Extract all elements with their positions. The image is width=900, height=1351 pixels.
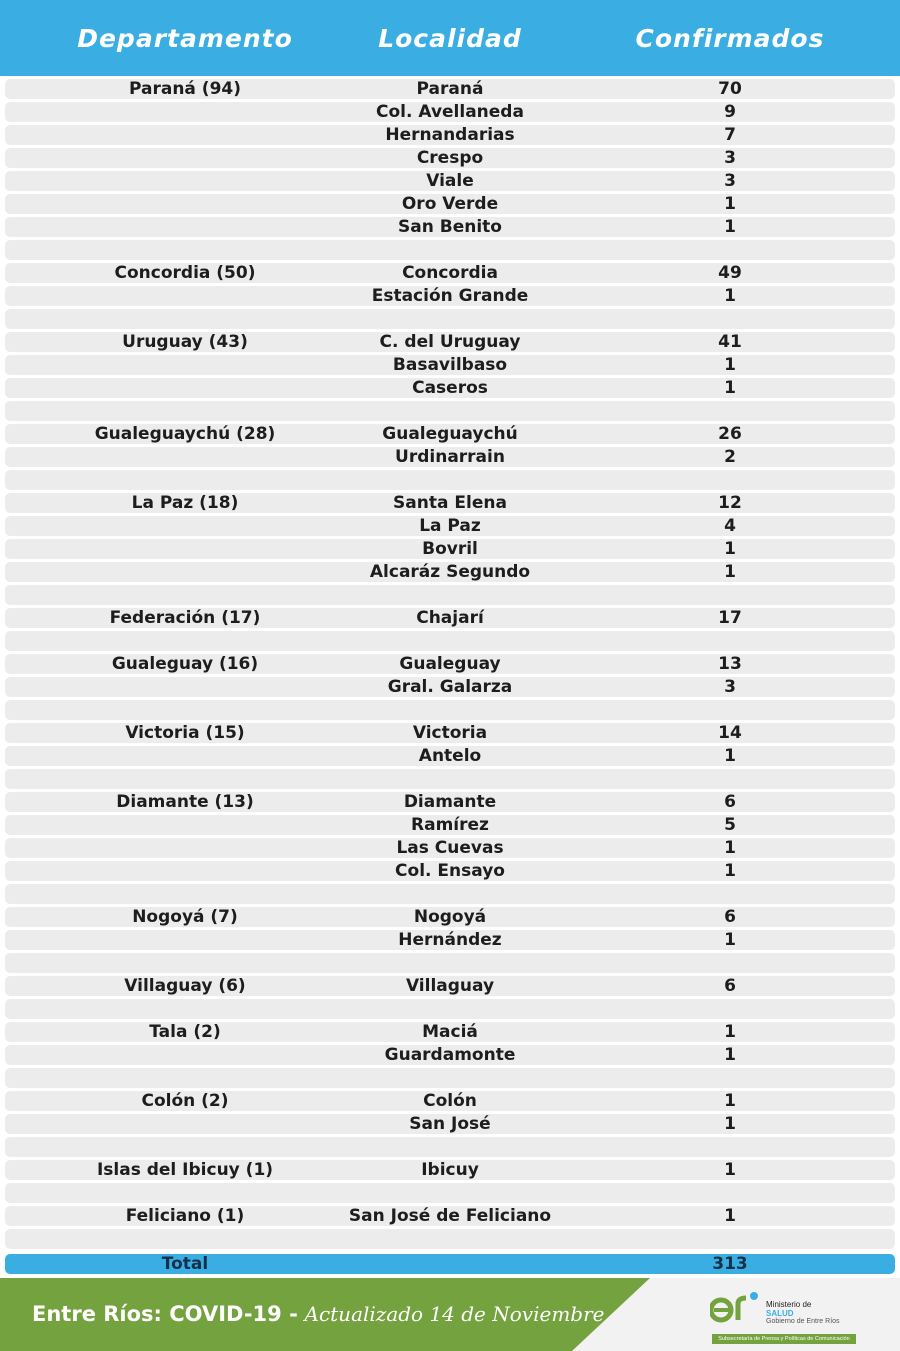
cell-localidad: La Paz [419, 516, 481, 536]
table-row [5, 769, 895, 789]
footer-title-date: Actualizado 14 de Noviembre [304, 1302, 605, 1326]
cell-confirmados: 1 [724, 746, 736, 766]
cell-confirmados: 3 [724, 677, 736, 697]
cell-departamento [35, 1114, 335, 1134]
cell-departamento [35, 447, 335, 467]
table-row [5, 424, 895, 444]
table-row [5, 1160, 895, 1180]
cell-departamento [35, 401, 335, 421]
table-row [5, 1206, 895, 1226]
cell-localidad: Gral. Galarza [387, 677, 513, 697]
cell-localidad [300, 884, 600, 904]
table-row [5, 401, 895, 421]
cell-localidad: Estación Grande [371, 286, 529, 306]
total-label: Total [161, 1254, 209, 1274]
logo-text-salud: SALUD [766, 1309, 794, 1318]
cell-confirmados: 1 [724, 1114, 736, 1134]
table-row [5, 539, 895, 559]
cell-departamento [35, 677, 335, 697]
cell-localidad: Gualeguay [399, 654, 501, 674]
cell-confirmados: 1 [724, 539, 736, 559]
cell-confirmados: 1 [724, 861, 736, 881]
cell-localidad: Col. Ensayo [395, 861, 505, 881]
cell-confirmados: 6 [724, 976, 736, 996]
cell-departamento [35, 884, 335, 904]
cell-confirmados [580, 585, 880, 605]
cell-departamento: Colón (2) [141, 1091, 229, 1111]
cell-localidad [300, 1068, 600, 1088]
table-row [5, 815, 895, 835]
cell-confirmados: 5 [724, 815, 736, 835]
cell-departamento [35, 194, 335, 214]
cell-confirmados: 26 [718, 424, 742, 444]
cell-localidad: Santa Elena [393, 493, 507, 513]
cell-localidad: San José de Feliciano [348, 1206, 552, 1226]
cell-localidad: Caseros [412, 378, 488, 398]
table-row [5, 930, 895, 950]
cell-departamento [35, 516, 335, 536]
cell-localidad: Crespo [416, 148, 484, 168]
cell-confirmados: 13 [718, 654, 742, 674]
cell-departamento [35, 286, 335, 306]
table-row [5, 999, 895, 1019]
cell-localidad: Las Cuevas [396, 838, 504, 858]
total-row [5, 1254, 895, 1274]
cell-localidad: Alcaráz Segundo [369, 562, 531, 582]
cell-departamento: Gualeguaychú (28) [94, 424, 276, 444]
cell-confirmados: 49 [718, 263, 742, 283]
cell-localidad [300, 999, 600, 1019]
cell-departamento: Concordia (50) [114, 263, 256, 283]
table-row [5, 1068, 895, 1088]
table-row [5, 631, 895, 651]
table-row [5, 838, 895, 858]
cell-confirmados [580, 700, 880, 720]
table-row [5, 355, 895, 375]
cell-confirmados [580, 309, 880, 329]
cell-localidad [300, 1137, 600, 1157]
cell-localidad [300, 700, 600, 720]
cell-localidad: Antelo [418, 746, 482, 766]
table-row [5, 907, 895, 927]
cell-confirmados: 4 [724, 516, 736, 536]
cell-confirmados [580, 953, 880, 973]
cell-localidad: Nogoyá [413, 907, 487, 927]
table-row [5, 562, 895, 582]
cell-localidad: Paraná [416, 79, 484, 99]
cell-departamento [35, 999, 335, 1019]
cell-confirmados [580, 1229, 880, 1249]
cell-departamento: Nogoyá (7) [132, 907, 238, 927]
cell-confirmados: 3 [724, 171, 736, 191]
table-row [5, 884, 895, 904]
cell-localidad [300, 1183, 600, 1203]
cell-localidad [300, 309, 600, 329]
cell-localidad: San José [409, 1114, 491, 1134]
logo-subsecretaria-bar: Subsecretaría de Prensa y Políticas de Comunicación [712, 1334, 856, 1344]
table-row [5, 1091, 895, 1111]
table-row [5, 585, 895, 605]
cell-departamento [35, 953, 335, 973]
cell-departamento [35, 125, 335, 145]
cell-localidad: Hernández [398, 930, 502, 950]
cell-departamento [35, 700, 335, 720]
table-row [5, 286, 895, 306]
cell-confirmados: 1 [724, 1045, 736, 1065]
cell-confirmados: 1 [724, 1206, 736, 1226]
cell-localidad [300, 470, 600, 490]
cell-localidad: Villaguay [405, 976, 495, 996]
cell-confirmados: 1 [724, 1091, 736, 1111]
cell-departamento: Islas del Ibicuy (1) [96, 1160, 274, 1180]
cell-confirmados: 1 [724, 838, 736, 858]
cell-departamento [35, 470, 335, 490]
cell-departamento [35, 539, 335, 559]
table-row [5, 332, 895, 352]
cell-departamento [35, 355, 335, 375]
cell-localidad: Gualeguaychú [382, 424, 518, 444]
cell-confirmados [580, 1137, 880, 1157]
cell-confirmados: 1 [724, 194, 736, 214]
cell-localidad [300, 769, 600, 789]
cell-localidad: C. del Uruguay [379, 332, 521, 352]
cell-departamento [35, 861, 335, 881]
cell-confirmados [580, 240, 880, 260]
cell-localidad [300, 585, 600, 605]
cell-localidad [300, 953, 600, 973]
cell-localidad: Hernandarias [385, 125, 515, 145]
cell-localidad: Col. Avellaneda [376, 102, 524, 122]
cell-localidad: Concordia [402, 263, 498, 283]
header-departamento: Departamento [77, 24, 293, 53]
cell-confirmados [580, 1068, 880, 1088]
cell-departamento: La Paz (18) [131, 493, 239, 513]
table-row [5, 125, 895, 145]
cell-departamento [35, 930, 335, 950]
header-localidad: Localidad [378, 24, 522, 53]
cell-departamento [35, 148, 335, 168]
cell-departamento [35, 746, 335, 766]
cell-confirmados: 1 [724, 1022, 736, 1042]
cell-departamento [35, 838, 335, 858]
table-row [5, 723, 895, 743]
cell-localidad: Maciá [422, 1022, 478, 1042]
cell-departamento [35, 240, 335, 260]
table-row [5, 240, 895, 260]
cell-departamento: Feliciano (1) [125, 1206, 245, 1226]
cell-confirmados: 2 [724, 447, 736, 467]
table-row [5, 79, 895, 99]
table-row [5, 677, 895, 697]
cell-localidad: Oro Verde [401, 194, 499, 214]
cell-localidad: Ibicuy [421, 1160, 479, 1180]
cell-localidad [300, 1229, 600, 1249]
table-row [5, 654, 895, 674]
table-row [5, 608, 895, 628]
table-row [5, 1183, 895, 1203]
cell-confirmados: 1 [724, 930, 736, 950]
cell-localidad [300, 631, 600, 651]
table-row [5, 1137, 895, 1157]
table-row [5, 217, 895, 237]
table-row [5, 194, 895, 214]
table-row [5, 1045, 895, 1065]
cell-confirmados: 6 [724, 907, 736, 927]
cell-localidad: Victoria [412, 723, 488, 743]
footer [0, 1278, 900, 1351]
cell-confirmados: 1 [724, 217, 736, 237]
cell-departamento [35, 1045, 335, 1065]
cell-departamento [35, 1137, 335, 1157]
footer-title [32, 1298, 604, 1330]
cell-departamento [35, 1183, 335, 1203]
cell-departamento: Gualeguay (16) [111, 654, 259, 674]
table-row [5, 861, 895, 881]
cell-departamento [35, 585, 335, 605]
table-row [5, 493, 895, 513]
total-value: 313 [712, 1254, 748, 1274]
table-header [0, 0, 900, 76]
table-row [5, 171, 895, 191]
cell-departamento [35, 562, 335, 582]
table-row [5, 1022, 895, 1042]
cell-confirmados: 7 [724, 125, 736, 145]
table-row [5, 516, 895, 536]
table-row [5, 746, 895, 766]
table-row [5, 953, 895, 973]
cell-confirmados [580, 401, 880, 421]
table-row [5, 470, 895, 490]
table-row [5, 309, 895, 329]
cell-confirmados [580, 1183, 880, 1203]
cell-localidad [300, 401, 600, 421]
cell-departamento [35, 217, 335, 237]
cell-departamento [35, 769, 335, 789]
cell-confirmados: 1 [724, 1160, 736, 1180]
cell-departamento: Tala (2) [149, 1022, 221, 1042]
table-row [5, 976, 895, 996]
cell-departamento [35, 309, 335, 329]
cell-confirmados: 1 [724, 355, 736, 375]
logo-text-gobierno: Gobierno de Entre Ríos [766, 1318, 840, 1325]
cell-localidad [300, 240, 600, 260]
cell-confirmados [580, 631, 880, 651]
cell-localidad: Viale [426, 171, 474, 191]
cell-departamento [35, 171, 335, 191]
table-row [5, 263, 895, 283]
table-row [5, 102, 895, 122]
cell-departamento [35, 815, 335, 835]
cell-localidad: Urdinarrain [395, 447, 505, 467]
er-logo-icon [710, 1290, 764, 1324]
cell-confirmados: 70 [718, 79, 742, 99]
table-row [5, 792, 895, 812]
table-row [5, 447, 895, 467]
cell-confirmados: 12 [718, 493, 742, 513]
cell-departamento: Villaguay (6) [124, 976, 246, 996]
cell-confirmados: 17 [718, 608, 742, 628]
cell-confirmados: 1 [724, 286, 736, 306]
cell-confirmados: 1 [724, 562, 736, 582]
cell-departamento [35, 631, 335, 651]
table-row [5, 378, 895, 398]
cell-departamento: Diamante (13) [116, 792, 254, 812]
cell-localidad: Bovril [422, 539, 478, 559]
cell-confirmados: 9 [724, 102, 736, 122]
cell-localidad: San Benito [398, 217, 502, 237]
cell-departamento: Federación (17) [109, 608, 261, 628]
footer-title-strong: Entre Ríos: COVID-19 - [32, 1302, 298, 1326]
cell-departamento: Uruguay (43) [122, 332, 248, 352]
table-row [5, 148, 895, 168]
cell-confirmados: 14 [718, 723, 742, 743]
cell-localidad: Ramírez [411, 815, 489, 835]
cell-confirmados [580, 999, 880, 1019]
cell-departamento [35, 378, 335, 398]
cell-confirmados [580, 769, 880, 789]
cell-localidad: Diamante [403, 792, 497, 812]
cell-departamento [35, 1068, 335, 1088]
cell-localidad: Basavilbaso [392, 355, 508, 375]
cell-departamento [35, 1229, 335, 1249]
table-row [5, 1229, 895, 1249]
cell-departamento: Paraná (94) [128, 79, 242, 99]
logo-text-ministerio: Ministerio de [766, 1300, 812, 1309]
header-confirmados: Confirmados [635, 24, 825, 53]
cell-departamento: Victoria (15) [125, 723, 245, 743]
ministry-logo [706, 1286, 866, 1344]
cell-departamento [35, 102, 335, 122]
table-row [5, 1114, 895, 1134]
table-row [5, 700, 895, 720]
cell-confirmados: 6 [724, 792, 736, 812]
cell-localidad: Chajarí [416, 608, 484, 628]
cell-confirmados [580, 884, 880, 904]
cell-confirmados [580, 470, 880, 490]
cell-localidad: Guardamonte [384, 1045, 516, 1065]
cell-confirmados: 1 [724, 378, 736, 398]
cell-localidad: Colón [423, 1091, 477, 1111]
cell-confirmados: 3 [724, 148, 736, 168]
cell-confirmados: 41 [718, 332, 742, 352]
